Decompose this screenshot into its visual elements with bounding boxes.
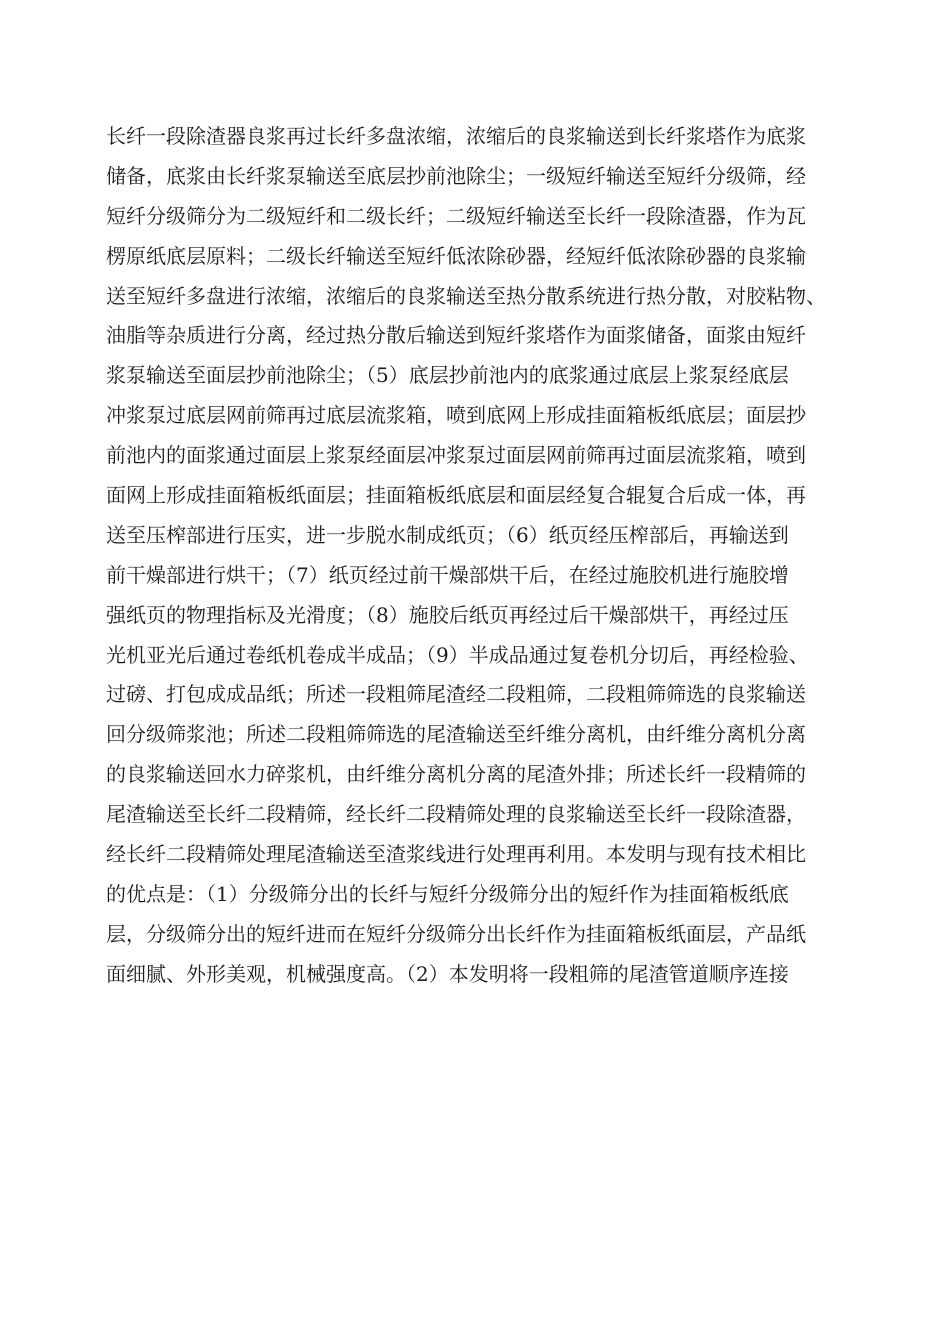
- text-line: 层，分级筛分出的短纤进而在短纤分级筛分出长纤作为挂面箱板纸面层，产品纸: [106, 921, 806, 946]
- text-line: 强纸页的物理指标及光滑度；（8）施胶后纸页再经过后干燥部烘干，再经过压: [106, 602, 789, 627]
- text-line: 尾渣输送至长纤二段精筛，经长纤二段精筛处理的良浆输送至长纤一段除渣器，: [106, 802, 806, 827]
- text-line: 长纤一段除渣器良浆再过长纤多盘浓缩，浓缩后的良浆输送到长纤浆塔作为底浆: [106, 124, 806, 148]
- text-line: 过磅、打包成成品纸；所述一段粗筛尾渣经二段粗筛，二段粗筛筛选的良浆输送: [106, 682, 806, 707]
- text-line: 面网上形成挂面箱板纸面层；挂面箱板纸底层和面层经复合辊复合后成一体，再: [106, 483, 806, 508]
- text-line: 油脂等杂质进行分离，经过热分散后输送到短纤浆塔作为面浆储备，面浆由短纤: [106, 323, 806, 348]
- text-line: 的优点是：（1）分级筛分出的长纤与短纤分级筛分出的短纤作为挂面箱板纸底: [106, 881, 789, 906]
- text-line: 前池内的面浆通过面层上浆泵经面层冲浆泵过面层网前筛再过面层流浆箱，喷到: [106, 443, 806, 468]
- text-line: 回分级筛浆池；所述二段粗筛筛选的尾渣输送至纤维分离机，由纤维分离机分离: [106, 722, 806, 747]
- text-line: 送至压榨部进行压实，进一步脱水制成纸页；（6）纸页经压榨部后，再输送到: [106, 522, 789, 547]
- text-line: 面细腻、外形美观，机械强度高。（2）本发明将一段粗筛的尾渣管道顺序连接: [106, 961, 789, 986]
- text-line: 的良浆输送回水力碎浆机，由纤维分离机分离的尾渣外排；所述长纤一段精筛的: [106, 762, 806, 787]
- text-line: 短纤分级筛分为二级短纤和二级长纤；二级短纤输送至长纤一段除渣器，作为瓦: [106, 203, 806, 228]
- text-line: 楞原纸底层原料；二级长纤输送至短纤低浓除砂器，经短纤低浓除砂器的良浆输: [106, 243, 806, 268]
- text-line: 前干燥部进行烘干；（7）纸页经过前干燥部烘干后，在经过施胶机进行施胶增: [106, 562, 789, 587]
- text-line: 送至短纤多盘进行浓缩，浓缩后的良浆输送至热分散系统进行热分散，对胶粘物、: [106, 283, 826, 308]
- body-text: [106, 117, 866, 995]
- text-line: 光机亚光后通过卷纸机卷成半成品；（9）半成品通过复卷机分切后，再经检验、: [106, 642, 809, 667]
- text-line: 浆泵输送至面层抄前池除尘；（5）底层抄前池内的底浆通过底层上浆泵经底层: [106, 363, 789, 388]
- text-line: 储备，底浆由长纤浆泵输送至底层抄前池除尘；一级短纤输送至短纤分级筛，经: [106, 163, 806, 188]
- text-line: 经长纤二段精筛处理尾渣输送至渣浆线进行处理再利用。本发明与现有技术相比: [106, 842, 806, 867]
- text-line: 冲浆泵过底层网前筛再过底层流浆箱，喷到底网上形成挂面箱板纸底层；面层抄: [106, 403, 806, 428]
